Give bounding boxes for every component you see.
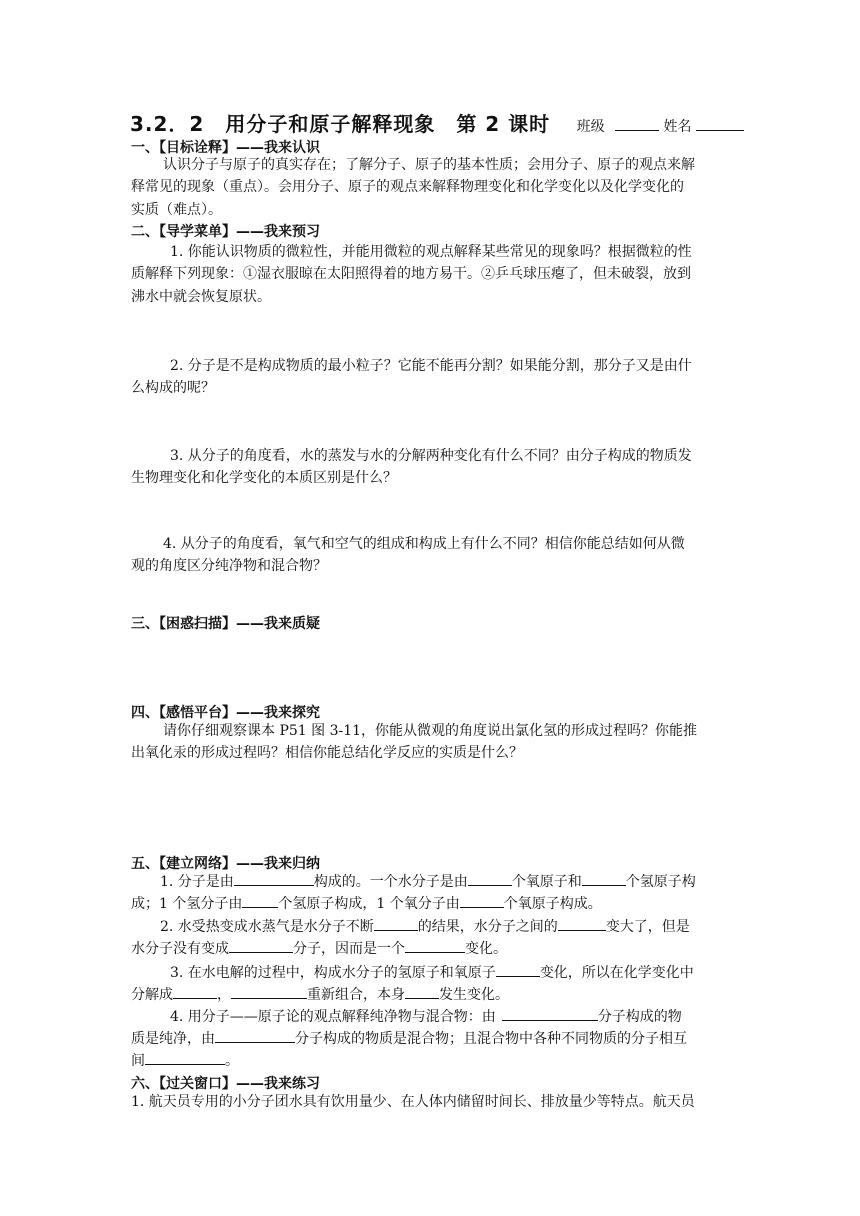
s5-item-2-line-2: 水分子没有变成 分子，因而是一个 变化。 bbox=[131, 936, 507, 962]
s5-item-1-line-1: 1. 分子是由 构成的。一个水分子是由 个氧原子和 个氢原子构 bbox=[160, 869, 696, 895]
s1-line-1: 认识分子与原子的真实存在；了解分子、原子的基本性质；会用分子、原子的观点来解 bbox=[163, 157, 695, 173]
blank-6[interactable] bbox=[374, 916, 418, 931]
class-blank[interactable] bbox=[615, 116, 659, 131]
s5-item-4-line-2: 质是纯净，由 分子构成的物质是混合物；且混合物中各种不同物质的分子相互 bbox=[131, 1026, 687, 1052]
s5-item-3-line-1: 3. 在水电解的过程中，构成水分子的氢原子和氧原子 变化，所以在化学变化中 bbox=[170, 960, 694, 986]
blank-8[interactable] bbox=[229, 938, 293, 953]
s5-item-4-line-1: 4. 用分子——原子论的观点解释纯净物与混合物：由 分子构成的物 bbox=[170, 1004, 682, 1030]
page-title: 3.2．2 用分子和原子解释现象 第 2 课时 bbox=[130, 112, 551, 136]
name-label: 姓名 bbox=[663, 119, 692, 135]
q1-line-2: 质解释下列现象：①湿衣服晾在太阳照得着的地方易干。②乒乓球压瘪了，但未破裂，放到 bbox=[131, 266, 691, 282]
s4-line-2: 出氧化汞的形成过程吗？相信你能总结化学反应的实质是什么？ bbox=[131, 745, 523, 761]
section-6-heading: 六、【过关窗口】——我来练习 bbox=[131, 1076, 320, 1092]
blank-9[interactable] bbox=[405, 938, 465, 953]
blank-11[interactable] bbox=[173, 984, 217, 999]
q3-line-1: 3. 从分子的角度看，水的蒸发与水的分解两种变化有什么不同？由分子构成的物质发 bbox=[170, 448, 692, 464]
blank-14[interactable] bbox=[502, 1006, 598, 1021]
q1-line-3: 沸水中就会恢复原状。 bbox=[131, 289, 271, 305]
blank-1[interactable] bbox=[234, 871, 314, 886]
s5-item-4-line-3: 间 。 bbox=[131, 1048, 239, 1074]
blank-5[interactable] bbox=[460, 893, 504, 908]
name-blank[interactable] bbox=[696, 116, 744, 131]
section-1-heading: 一、【目标诠释】——我来认识 bbox=[131, 140, 320, 156]
q4-line-1: 4. 从分子的角度看，氧气和空气的组成和构成上有什么不同？相信你能总结如何从微 bbox=[163, 536, 685, 552]
q4-line-2: 观的角度区分纯净物和混合物？ bbox=[131, 558, 327, 574]
section-4-heading: 四、【感悟平台】——我来探究 bbox=[131, 705, 320, 721]
s1-line-2: 释常见的现象（重点）。会用分子、原子的观点来解释物理变化和化学变化以及化学变化的 bbox=[131, 179, 684, 195]
s4-line-1: 请你仔细观察课本 P51 图 3-11，你能从微观的角度说出氯化氢的形成过程吗？你能推 bbox=[163, 723, 698, 739]
title-row bbox=[130, 108, 740, 137]
blank-7[interactable] bbox=[558, 916, 606, 931]
blank-12[interactable] bbox=[231, 984, 307, 999]
q2-line-2: 么构成的呢？ bbox=[131, 380, 215, 396]
blank-2[interactable] bbox=[468, 871, 512, 886]
s5-item-1-line-2: 成；1 个氢分子由 个氢原子构成，1 个氧分子由 个氧原子构成。 bbox=[131, 891, 602, 917]
s5-item-2-line-1: 2. 水受热变成水蒸气是水分子不断 的结果，水分子之间的 变大了，但是 bbox=[160, 914, 690, 940]
section-2-heading: 二、【导学菜单】——我来预习 bbox=[131, 224, 320, 240]
blank-13[interactable] bbox=[405, 984, 439, 999]
blank-10[interactable] bbox=[496, 962, 540, 977]
q2-line-1: 2. 分子是不是构成物质的最小粒子？它能不能再分割？如果能分割，那分子又是由什 bbox=[170, 358, 692, 374]
s6-line-1: 1. 航天员专用的小分子团水具有饮用量少、在人体内储留时间长、排放量少等特点。航天员 bbox=[131, 1094, 695, 1110]
blank-16[interactable] bbox=[145, 1050, 225, 1065]
class-label: 班级 bbox=[576, 119, 605, 135]
q1-line-1: 1. 你能认识物质的微粒性，并能用微粒的观点解释某些常见的现象吗？根据微粒的性 bbox=[170, 244, 692, 260]
q3-line-2: 生物理变化和化学变化的本质区别是什么？ bbox=[131, 470, 397, 486]
section-5-heading: 五、【建立网络】——我来归纳 bbox=[131, 856, 320, 872]
blank-4[interactable] bbox=[242, 893, 278, 908]
s5-item-3-line-2: 分解成 ， 重新组合，本身 发生变化。 bbox=[131, 982, 509, 1008]
blank-15[interactable] bbox=[215, 1028, 295, 1043]
section-3-heading: 三、【困惑扫描】——我来质疑 bbox=[131, 616, 320, 632]
s1-line-3: 实质（难点）。 bbox=[131, 202, 222, 218]
blank-3[interactable] bbox=[582, 871, 626, 886]
